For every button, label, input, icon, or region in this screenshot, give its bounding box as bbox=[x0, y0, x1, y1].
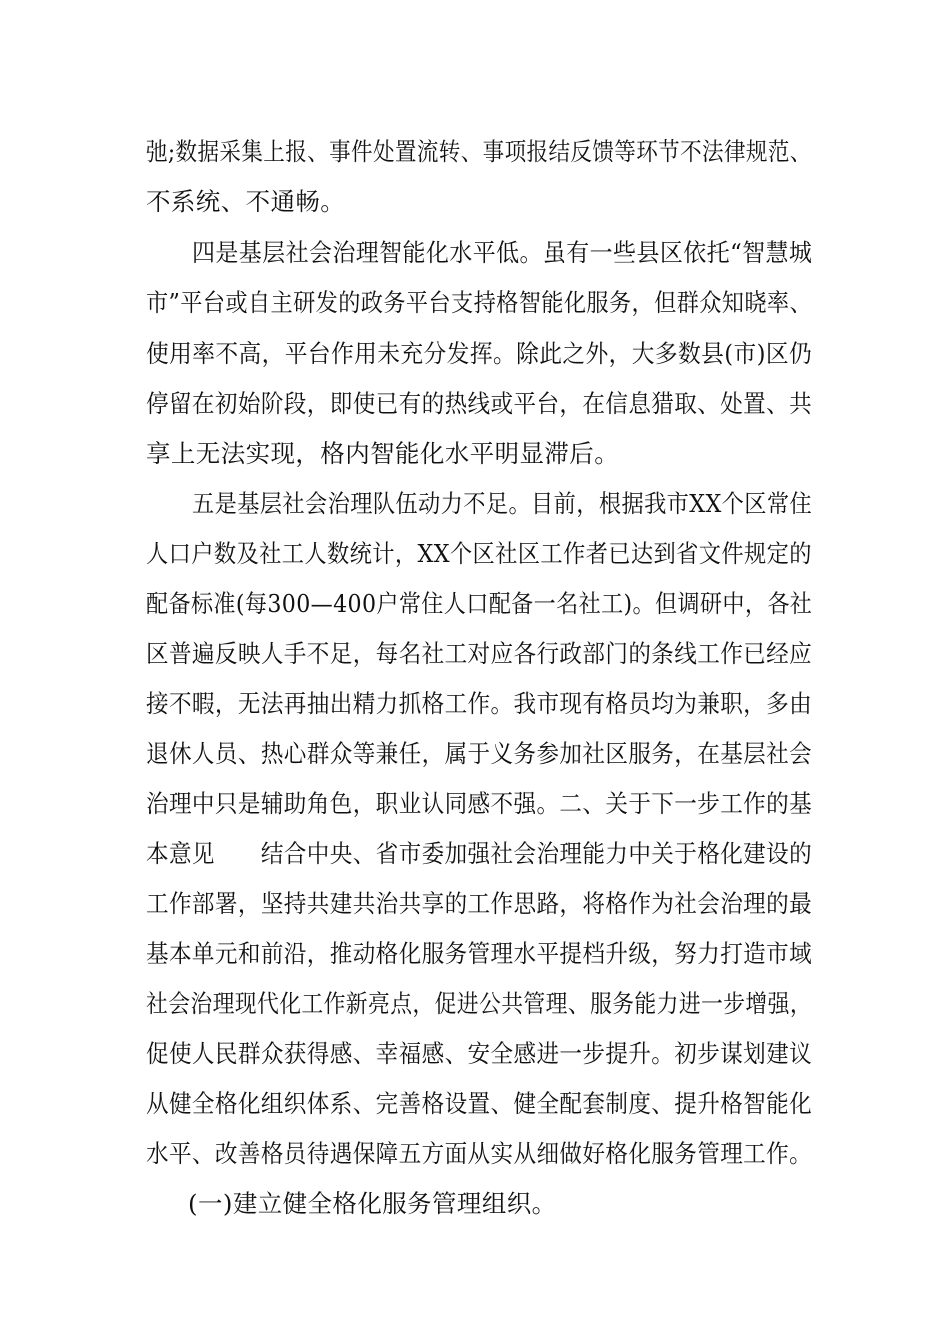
text-line: 享上无法实现，格内智能化水平明显滞后。 bbox=[146, 439, 620, 468]
text-line: 从健全格化组织体系、完善格设置、健全配套制度、提升格智能化 bbox=[146, 1089, 813, 1118]
text-line: 水平、改善格员待遇保障五方面从实从细做好格化服务管理工作。 bbox=[146, 1139, 813, 1168]
text-line: 人口户数及社工人数统计，XX个区社区工作者已达到省文件规定的 bbox=[146, 539, 812, 568]
text-line: 不系统、不通畅。 bbox=[146, 187, 346, 216]
text-line: 社会治理现代化工作新亮点，促进公共管理、服务能力进一步增强， bbox=[146, 989, 813, 1018]
text-line: (一)建立健全格化服务管理组织。 bbox=[188, 1189, 557, 1218]
text-line: 接不暇，无法再抽出精力抓格工作。我市现有格员均为兼职，多由 bbox=[146, 689, 813, 718]
text-line: 治理中只是辅助角色，职业认同感不强。二、关于下一步工作的基 bbox=[146, 789, 813, 818]
text-line: 促使人民群众获得感、幸福感、安全感进一步提升。初步谋划建议 bbox=[146, 1039, 813, 1068]
text-line: 基本单元和前沿，推动格化服务管理水平提档升级，努力打造市域 bbox=[146, 939, 813, 968]
text-line: 五是基层社会治理队伍动力不足。目前，根据我市XX个区常住 bbox=[192, 489, 813, 518]
text-line: 弛;数据采集上报、事件处置流转、事项报结反馈等环节不法律规范、 bbox=[146, 137, 812, 166]
text-line: 配备标准(每300—400户常住人口配备一名社工)。但调研中，各社 bbox=[146, 589, 813, 618]
text-line: 工作部署，坚持共建共治共享的工作思路，将格作为社会治理的最 bbox=[146, 889, 813, 918]
text-line: 本意见 结合中央、省市委加强社会治理能力中关于格化建设的 bbox=[146, 839, 813, 868]
text-line: 市”平台或自主研发的政务平台支持格智能化服务，但群众知晓率、 bbox=[146, 288, 813, 317]
text-line: 退休人员、热心群众等兼任，属于义务参加社区服务，在基层社会 bbox=[146, 739, 813, 768]
text-line: 使用率不高，平台作用未充分发挥。除此之外，大多数县(市)区仍 bbox=[146, 339, 813, 368]
text-line: 四是基层社会治理智能化水平低。虽有一些县区依托“智慧城 bbox=[192, 238, 813, 267]
text-line: 区普遍反映人手不足，每名社工对应各行政部门的条线工作已经应 bbox=[146, 639, 813, 668]
text-line: 停留在初始阶段，即使已有的热线或平台，在信息猎取、处置、共 bbox=[146, 389, 813, 418]
